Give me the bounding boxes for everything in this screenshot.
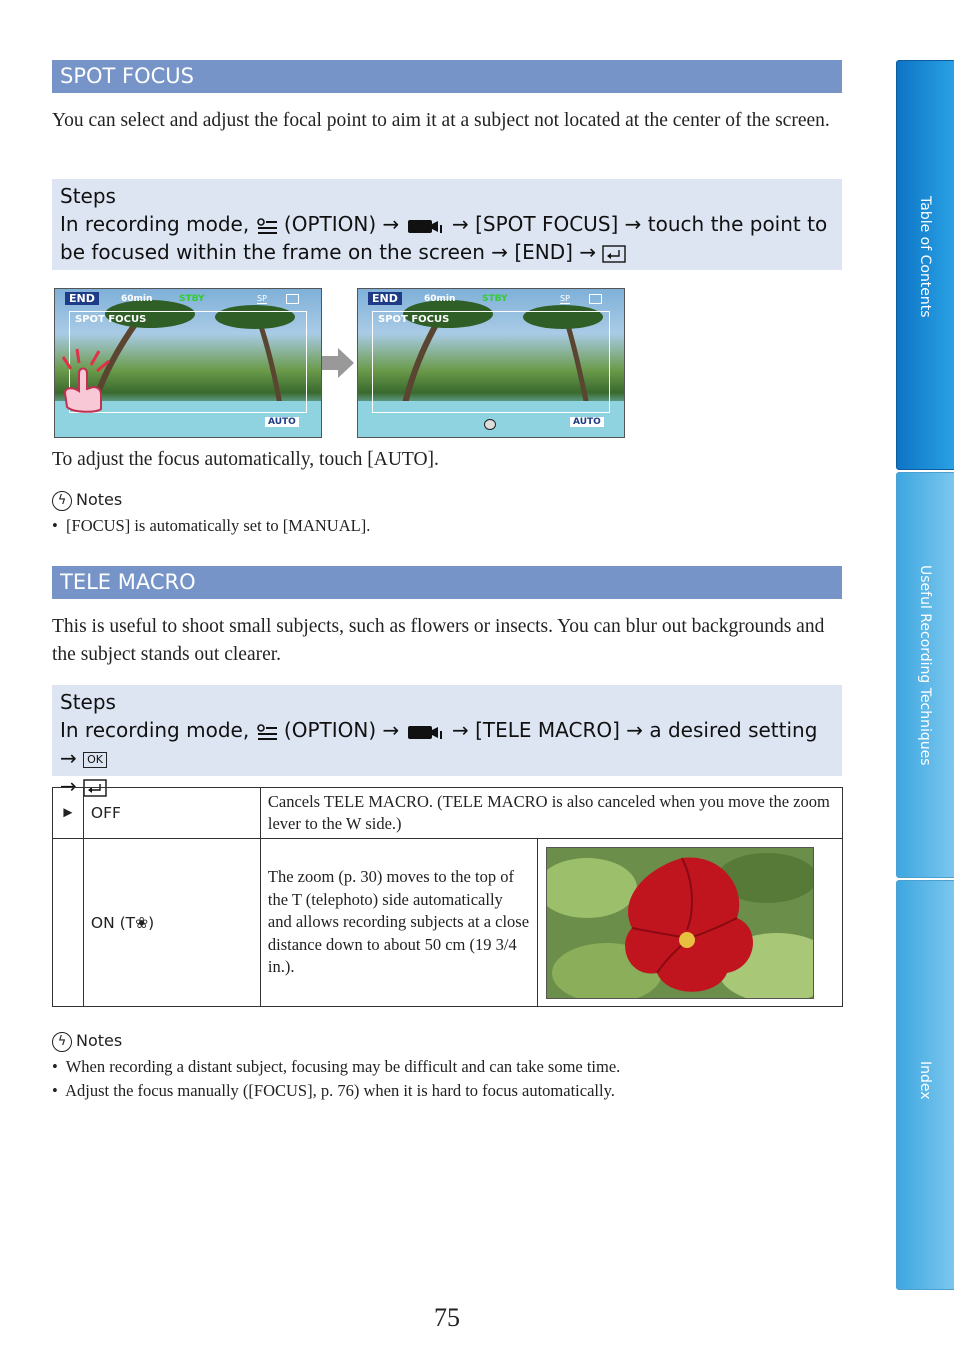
notes-icon: ϟ (52, 491, 72, 511)
auto-button[interactable]: AUTO (265, 417, 299, 427)
option-on-description: The zoom (p. 30) moves to the top of the T (telephoto) side automatically and allows recording subjects at a close distance down to about 50 cm (19 3/4 in.). (260, 839, 537, 1007)
tab-index[interactable] (896, 880, 954, 1290)
table-row (53, 788, 843, 839)
sp-indicator: SP (257, 294, 267, 303)
notes-title: ϟ Notes (52, 489, 122, 511)
option-icon (256, 723, 278, 741)
note-item: • When recording a distant subject, focusing may be difficult and can take some time. (52, 1057, 621, 1076)
focus-frame (372, 311, 610, 413)
default-marker: ► (53, 788, 84, 839)
touch-finger-icon (59, 347, 115, 415)
option-off-description: Cancels TELE MACRO. (TELE MACRO is also canceled when you move the zoom lever to the W side.) (260, 788, 842, 839)
camera-tab-icon (406, 723, 446, 741)
screen-after (357, 288, 625, 438)
note-item: • [FOCUS] is automatically set to [MANUAL]. (52, 516, 371, 535)
notes-icon: ϟ (52, 1032, 72, 1052)
auto-button[interactable]: AUTO (570, 417, 604, 427)
end-button[interactable]: END (65, 292, 99, 305)
spot-focus-label: SPOT FOCUS (75, 314, 147, 325)
stby-indicator: STBY (179, 294, 205, 304)
steps-text: In recording mode, (OPTION) → → [TELE MACRO] → a desired setting → OK → (60, 718, 818, 798)
spot-focus-intro: You can select and adjust the focal point to aim it at a subject not located at the center of the screen. (52, 110, 830, 131)
return-icon (602, 245, 626, 263)
sp-indicator: SP (560, 294, 570, 303)
tab-useful-recording-techniques[interactable] (896, 472, 954, 878)
tele-macro-options-table (52, 787, 843, 1007)
battery-time: 60min (424, 294, 456, 304)
option-on-label: ON (T❀) (83, 839, 260, 1007)
tulip-icon: ❀ (135, 913, 149, 932)
arrow-right-icon (322, 346, 356, 380)
note-item: • Adjust the focus manually ([FOCUS], p. 76) when it is hard to focus automatically. (52, 1081, 615, 1100)
tele-macro-steps (52, 685, 842, 798)
spot-focus-label: SPOT FOCUS (378, 314, 450, 325)
section-heading-spot-focus: SPOT FOCUS (52, 60, 842, 93)
hibiscus-photo (546, 847, 814, 999)
tele-macro-intro: This is useful to shoot small subjects, such as flowers or insects. You can blur out backgrounds and the subject stands out clearer. (52, 616, 825, 665)
tab-table-of-contents[interactable] (896, 60, 954, 470)
end-button[interactable]: END (368, 292, 402, 305)
memory-icon (286, 294, 299, 304)
tab-label: Useful Recording Techniques (917, 565, 933, 766)
battery-time: 60min (121, 294, 153, 304)
stby-indicator: STBY (482, 294, 508, 304)
spot-focus-indicator-icon (484, 419, 496, 430)
ok-icon: OK (83, 752, 107, 768)
option-icon (256, 217, 278, 235)
steps-label: Steps (60, 184, 116, 208)
notes-title: ϟ Notes (52, 1030, 122, 1052)
page-number: 75 (434, 1303, 460, 1332)
memory-icon (589, 294, 602, 304)
auto-focus-note: To adjust the focus automatically, touch [AUTO]. (52, 449, 439, 470)
table-row (53, 839, 843, 1007)
tab-label: Table of Contents (917, 196, 933, 318)
spot-focus-steps (52, 179, 842, 270)
tab-label: Index (917, 1061, 933, 1100)
camera-tab-icon (406, 217, 446, 235)
option-off-label: OFF (83, 788, 260, 839)
steps-text: In recording mode, (OPTION) → → [SPOT FOCUS] → touch the point to be focused within the frame on the screen → [END] → (60, 212, 828, 264)
section-heading-tele-macro: TELE MACRO (52, 566, 842, 599)
screen-before (54, 288, 322, 438)
steps-label: Steps (60, 690, 116, 714)
